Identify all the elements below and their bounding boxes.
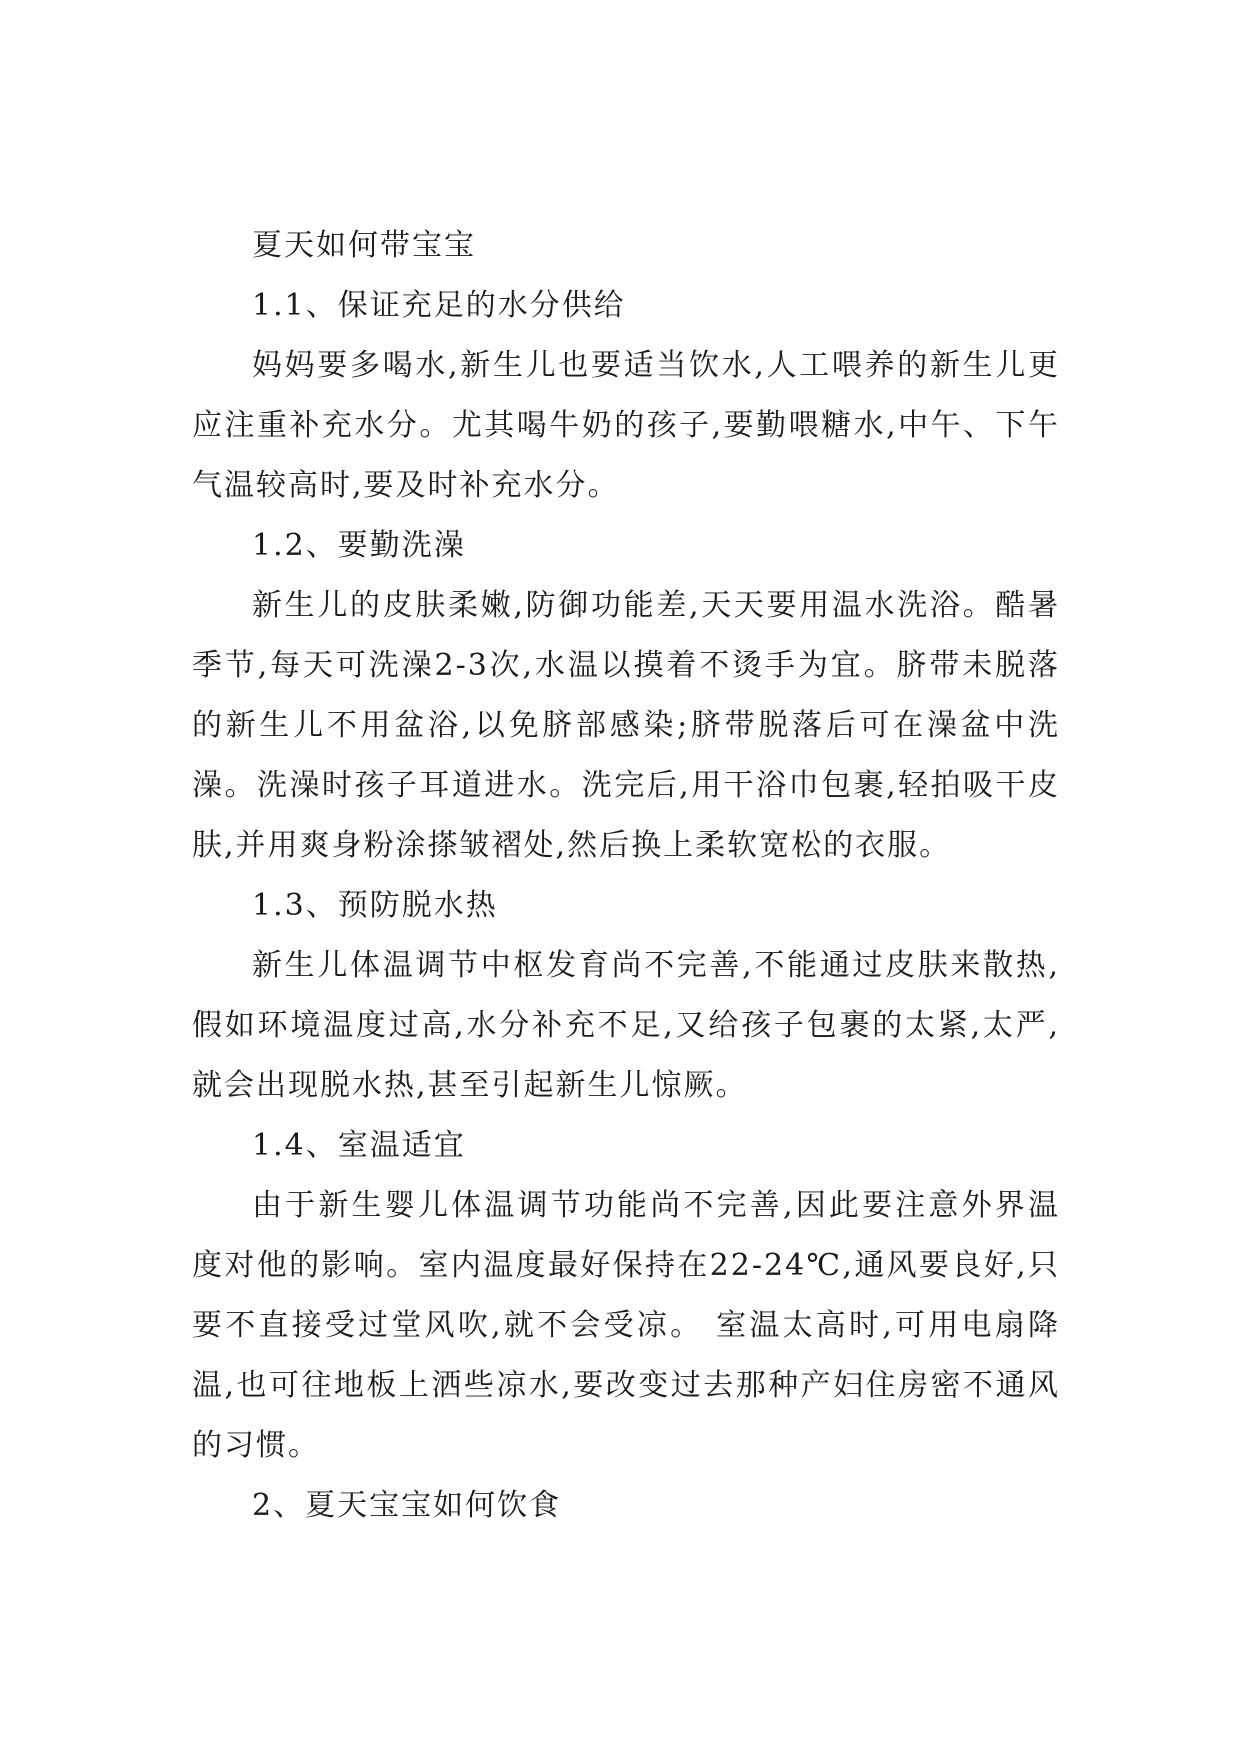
section-body-1-1: 妈妈要多喝水,新生儿也要适当饮水,人工喂养的新生儿更应注重补充水分。尤其喝牛奶的孩子,要勤喂糖水,中午、下午气温较高时,要及时补充水分。 — [192, 348, 1060, 503]
document-title: 夏天如何带宝宝 — [252, 228, 476, 263]
section-heading-1-3: 1.3、预防脱水热 — [252, 888, 498, 923]
document-body — [192, 216, 1060, 1536]
section-body-1-2: 新生儿的皮肤柔嫩,防御功能差,天天要用温水洗浴。酷暑季节,每天可洗澡2-3次,水温以摸着不烫手为宜。脐带未脱落的新生儿不用盆浴,以免脐部感染;脐带脱落后可在澡盆中洗澡。洗澡时孩子耳道进水。洗完后,用干浴巾包裹,轻拍吸干皮肤,并用爽身粉涂搽皱褶处,然后换上柔软宽松的衣服。 — [192, 588, 1060, 863]
section-body-1-3: 新生儿体温调节中枢发育尚不完善,不能通过皮肤来散热,假如环境温度过高,水分补充不足,又给孩子包裹的太紧,太严,就会出现脱水热,甚至引起新生儿惊厥。 — [192, 948, 1060, 1103]
section-body-1-4: 由于新生婴儿体温调节功能尚不完善,因此要注意外界温度对他的影响。室内温度最好保持在22-24℃,通风要良好,只要不直接受过堂风吹,就不会受凉。 室温太高时,可用电扇降温,也可往地板上洒些凉水,要改变过去那种产妇住房密不通风的习惯。 — [192, 1188, 1060, 1463]
section-heading-1-2: 1.2、要勤洗澡 — [252, 528, 466, 563]
section-heading-2: 2、夏天宝宝如何饮食 — [252, 1488, 562, 1523]
section-heading-1-4: 1.4、室温适宜 — [252, 1128, 466, 1163]
section-heading-1-1: 1.1、保证充足的水分供给 — [252, 288, 626, 323]
